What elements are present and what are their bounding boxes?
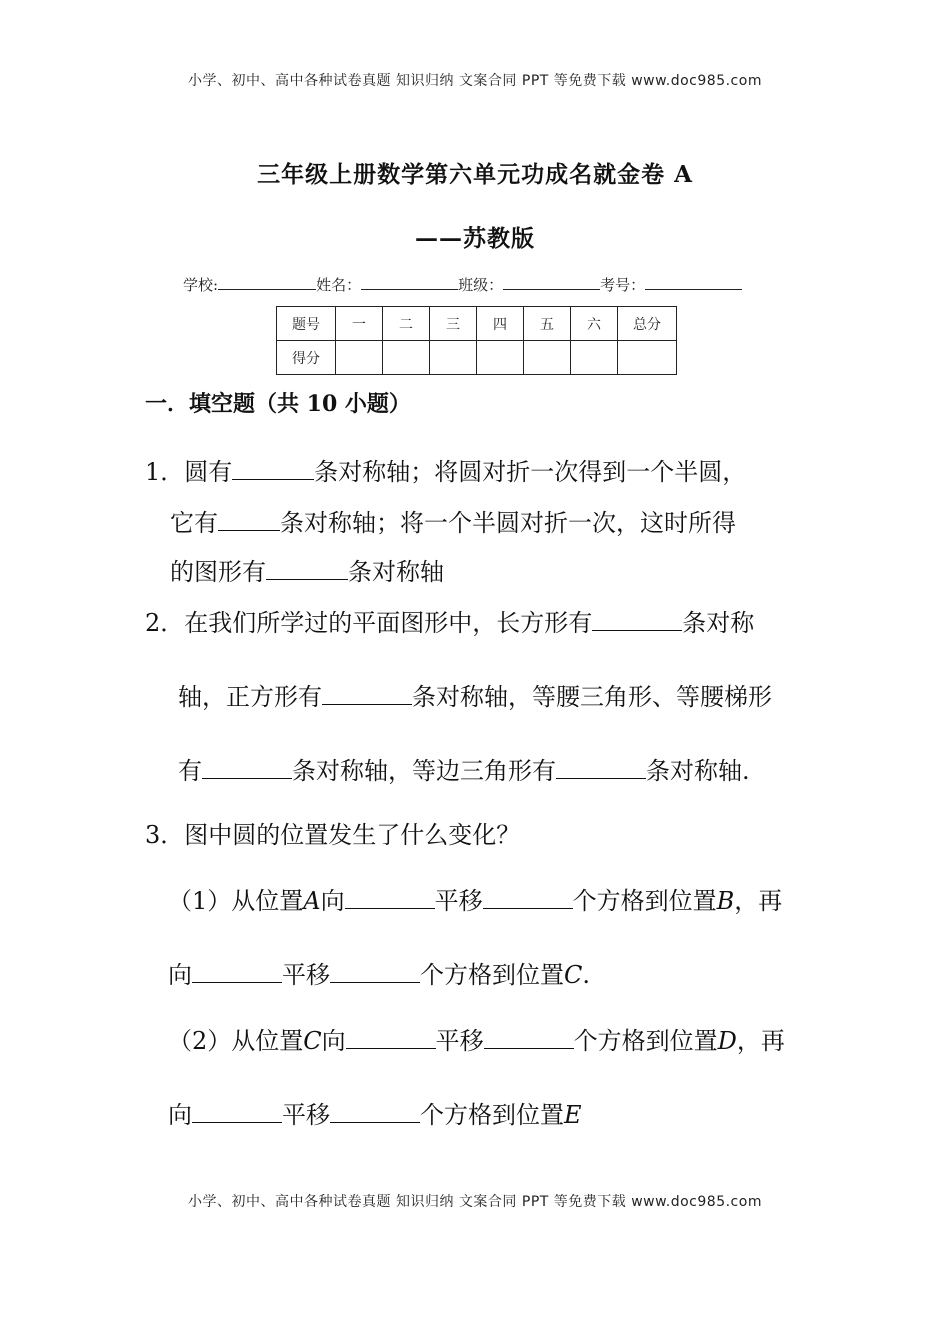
q1-line1: [145, 452, 746, 487]
answer-blank[interactable]: [266, 557, 348, 580]
q2-line2: [178, 677, 772, 712]
table-row: [277, 341, 677, 375]
q3-part1-line1: [168, 881, 782, 916]
q3-text: 平移: [282, 961, 330, 989]
table-cell: 二: [383, 307, 430, 341]
student-info-row: [183, 274, 742, 295]
q3-part2-line1: [168, 1021, 785, 1056]
answer-blank[interactable]: [330, 1100, 420, 1123]
q1-text: 条对称轴: [348, 558, 444, 586]
name-label: 姓名：: [316, 276, 362, 294]
q1-text: 1．圆有: [145, 458, 233, 486]
school-field[interactable]: [218, 275, 316, 290]
position-label: E: [564, 1101, 582, 1129]
q3-text: （2）从位置: [168, 1027, 304, 1055]
position-label: C: [303, 1027, 322, 1055]
answer-blank[interactable]: [346, 1026, 436, 1049]
q3-text: 向: [168, 1101, 192, 1129]
score-cell[interactable]: [430, 341, 477, 375]
name-field[interactable]: [361, 275, 458, 290]
q3-text: 个方格到位置: [420, 1101, 564, 1129]
q3-text: （1）从位置: [168, 887, 304, 915]
q3-part1-line2: [168, 955, 590, 990]
q2-line1: [145, 603, 754, 638]
q3-text: .: [582, 961, 591, 989]
score-cell[interactable]: [524, 341, 571, 375]
table-row: [277, 307, 677, 341]
score-cell[interactable]: [571, 341, 618, 375]
q1-text: 的图形有: [170, 558, 266, 586]
answer-blank[interactable]: [322, 682, 412, 705]
q2-text: 条对称: [682, 609, 755, 637]
answer-blank[interactable]: [202, 756, 292, 779]
q3-text: ，再: [734, 887, 783, 915]
number-field[interactable]: [645, 275, 742, 290]
page-footer: 小学、初中、高中各种试卷真题 知识归纳 文案合同 PPT 等免费下载 www.doc985.com: [188, 1194, 762, 1210]
score-cell[interactable]: [336, 341, 383, 375]
q2-line3: [178, 751, 750, 786]
q3-text: 平移: [434, 887, 483, 915]
q2-text: 条对称轴，等腰三角形、等腰梯形: [412, 683, 772, 711]
page-header: 小学、初中、高中各种试卷真题 知识归纳 文案合同 PPT 等免费下载 www.doc985.com: [188, 73, 762, 89]
table-cell: 得分: [277, 341, 336, 375]
answer-blank[interactable]: [592, 608, 682, 631]
q3-part2-line2: [168, 1095, 582, 1130]
school-label: 学校:: [183, 276, 219, 294]
table-cell: 三: [430, 307, 477, 341]
q1-text: 它有: [170, 509, 218, 537]
position-label: A: [303, 887, 321, 915]
q3-text: 个方格到位置: [572, 887, 717, 915]
q3-text: 向: [320, 887, 345, 915]
answer-blank[interactable]: [556, 756, 646, 779]
q3-text: 个方格到位置: [420, 961, 564, 989]
q2-text: 条对称轴.: [646, 757, 750, 785]
q2-text: 2．在我们所学过的平面图形中，长方形有: [145, 609, 593, 637]
table-cell: 五: [524, 307, 571, 341]
q3-text: ，再: [736, 1027, 785, 1055]
q1-text: 条对称轴；将一个半圆对折一次，这时所得: [280, 509, 736, 537]
answer-blank[interactable]: [483, 886, 573, 909]
exam-subtitle: ——苏教版: [415, 225, 535, 252]
q3-text: 平移: [435, 1027, 484, 1055]
answer-blank[interactable]: [484, 1026, 574, 1049]
q3-stem: 3．图中圆的位置发生了什么变化？: [145, 821, 521, 849]
table-cell: 题号: [277, 307, 336, 341]
exam-title: 三年级上册数学第六单元功成名就金卷 A: [257, 161, 693, 188]
q1-text: 条对称轴；将圆对折一次得到一个半圆，: [314, 458, 747, 486]
answer-blank[interactable]: [330, 960, 420, 983]
table-cell: 总分: [618, 307, 677, 341]
position-label: C: [564, 961, 583, 989]
table-cell: 一: [336, 307, 383, 341]
table-cell: 六: [571, 307, 618, 341]
q3-text: 平移: [282, 1101, 330, 1129]
answer-blank[interactable]: [192, 1100, 282, 1123]
class-label: 班级：: [458, 276, 504, 294]
answer-blank[interactable]: [345, 886, 435, 909]
q1-line2: [170, 503, 736, 538]
q2-text: 条对称轴，等边三角形有: [292, 757, 556, 785]
answer-blank[interactable]: [218, 508, 280, 531]
answer-blank[interactable]: [192, 960, 282, 983]
score-cell[interactable]: [477, 341, 524, 375]
position-label: B: [716, 887, 735, 915]
table-cell: 四: [477, 307, 524, 341]
score-cell[interactable]: [383, 341, 430, 375]
position-label: D: [717, 1027, 737, 1055]
score-cell[interactable]: [618, 341, 677, 375]
q2-text: 轴，正方形有: [178, 683, 322, 711]
q2-text: 有: [178, 757, 202, 785]
number-label: 考号：: [600, 276, 646, 294]
score-table: [276, 306, 677, 375]
answer-blank[interactable]: [232, 457, 314, 480]
section-heading: 一．填空题（共 10 小题）: [145, 391, 411, 417]
class-field[interactable]: [503, 275, 600, 290]
q3-text: 个方格到位置: [573, 1027, 718, 1055]
q3-text: 向: [321, 1027, 346, 1055]
q3-text: 向: [168, 961, 192, 989]
q1-line3: [170, 552, 444, 587]
